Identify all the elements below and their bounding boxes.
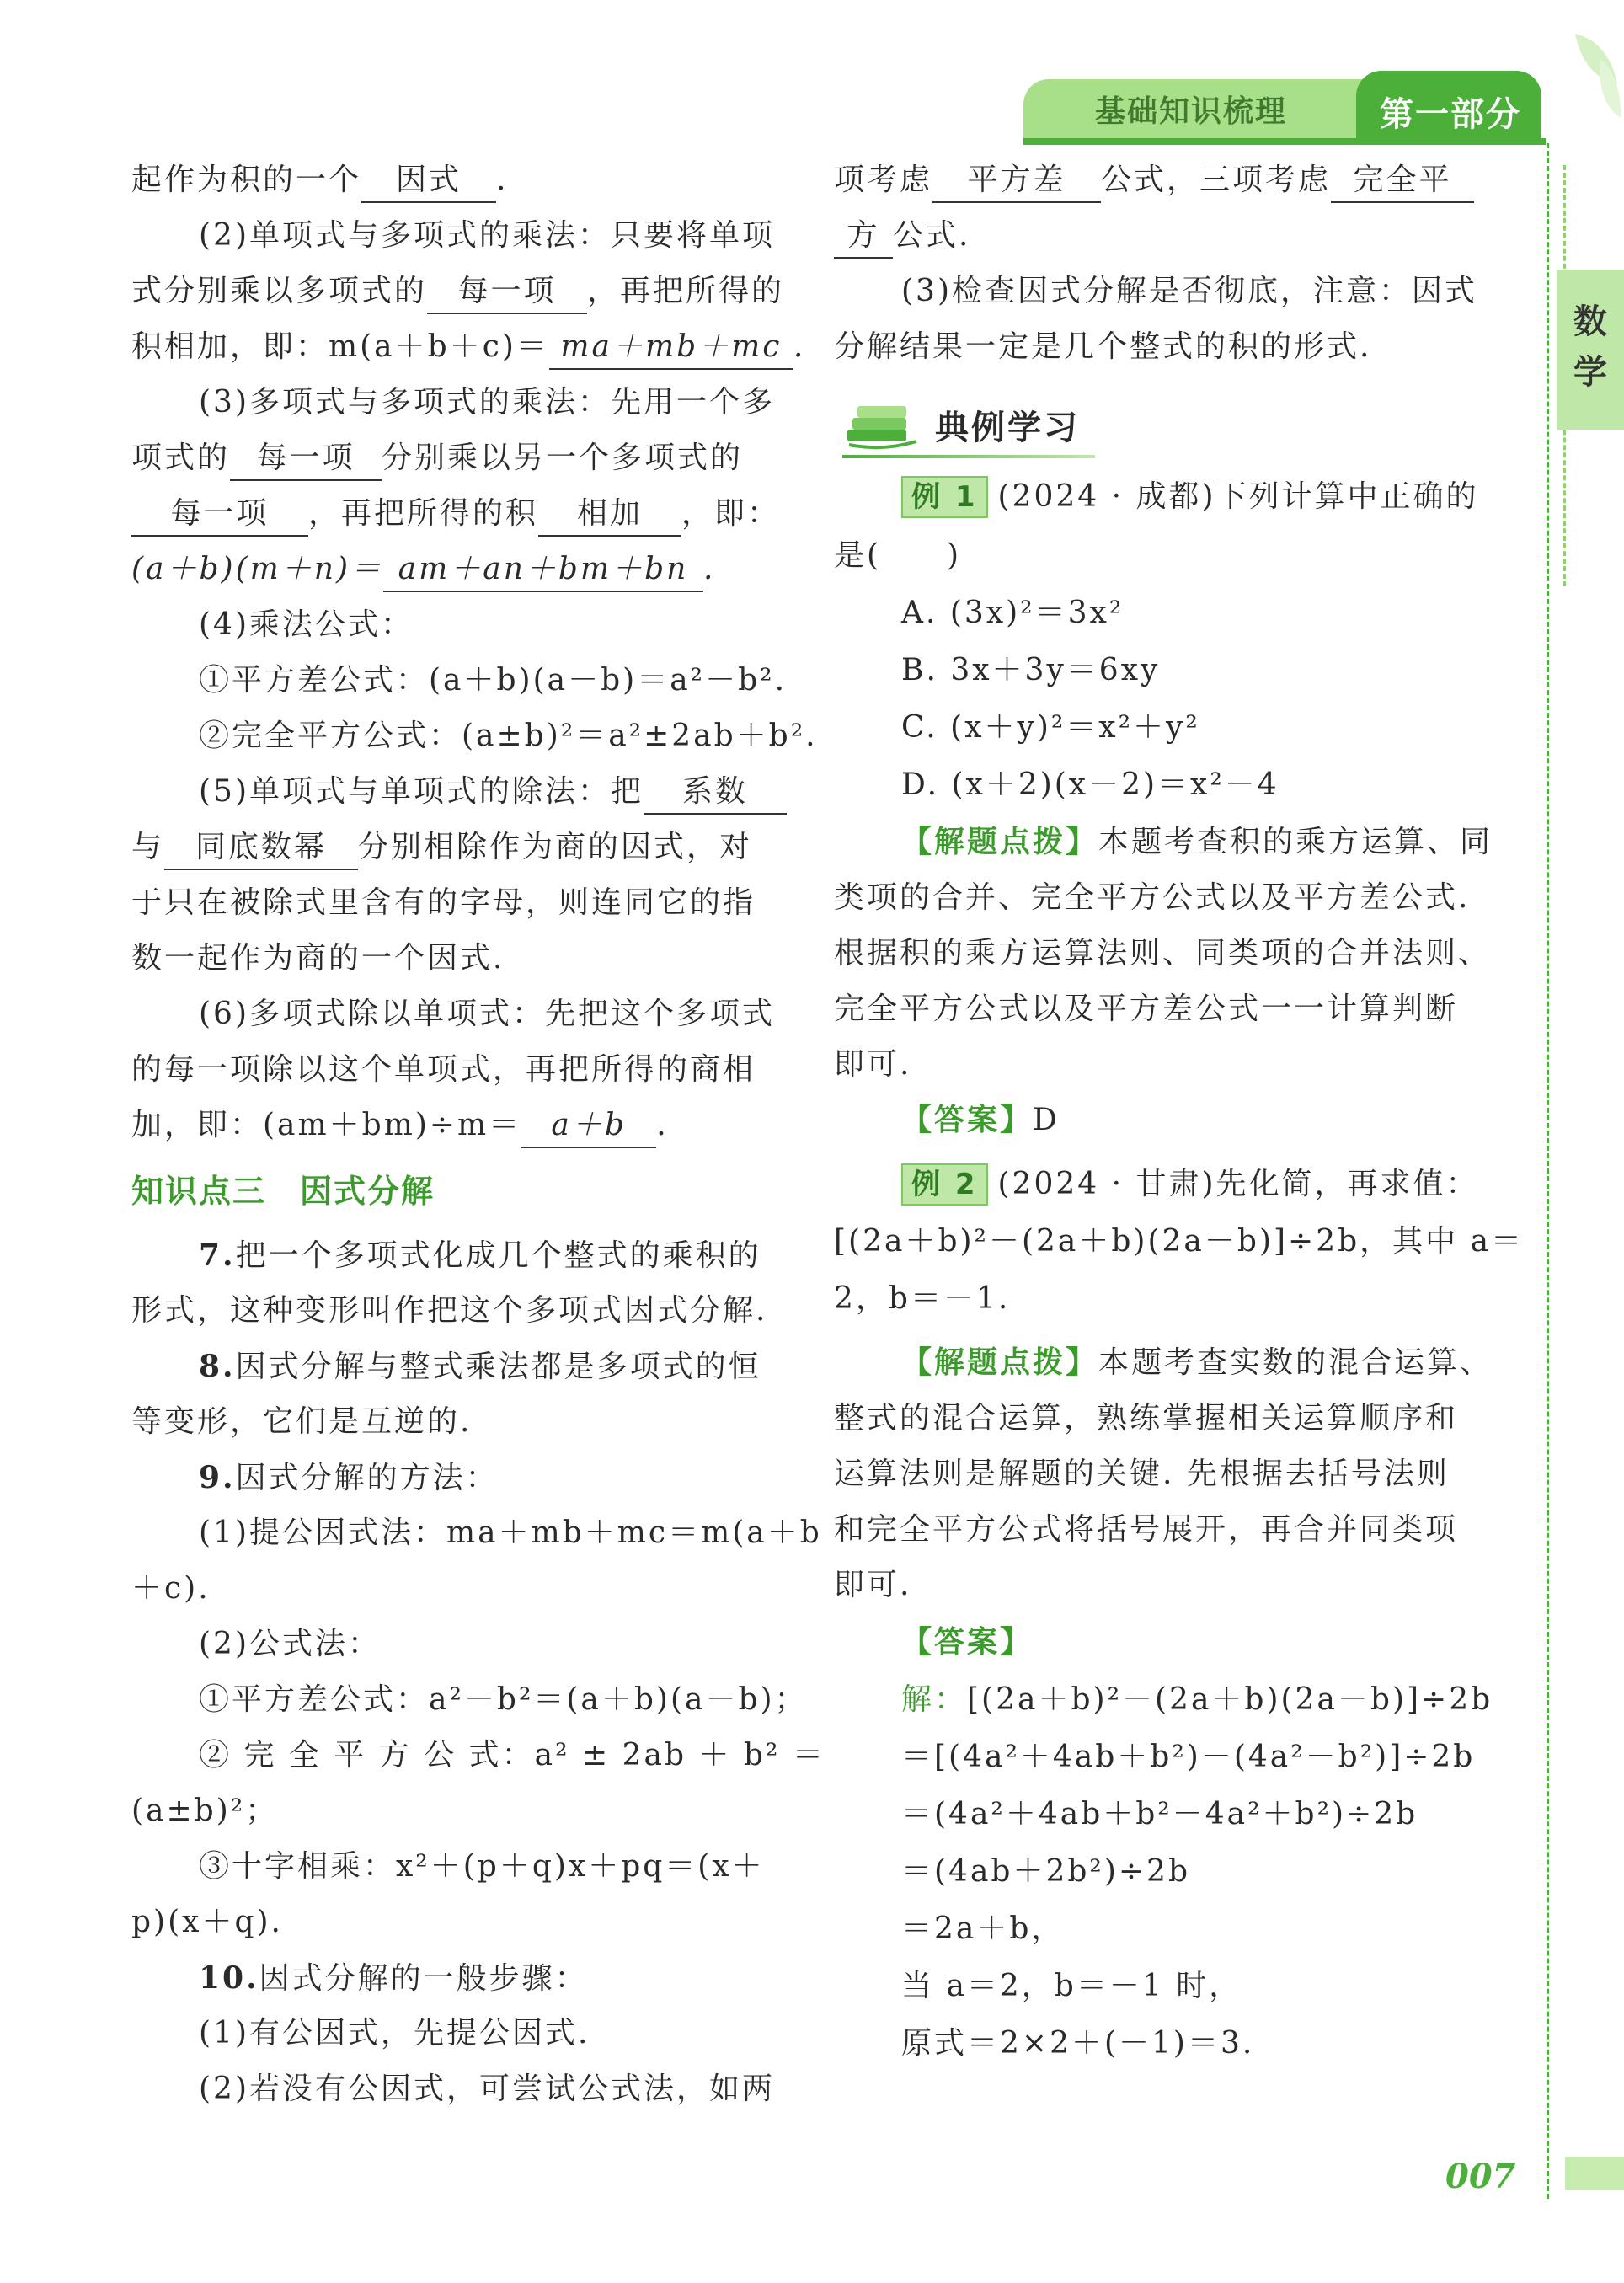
fill-blank: ma＋mb＋mc <box>549 326 793 370</box>
text-line: 形式，这种变形叫作把这个多项式因式分解. <box>131 1293 768 1328</box>
solution-line: ＝(4a²＋4ab＋b²－4a²＋b²)÷2b <box>901 1797 1418 1831</box>
text-line: 和完全平方公式将括号展开，再合并同类项 <box>834 1512 1459 1547</box>
solution-line: ＝2a＋b， <box>901 1911 1065 1946</box>
option-d: D. (x＋2)(x－2)＝x²－4 <box>901 767 1279 802</box>
text-line: 项考虑 平方差 公式，三项考虑 完全平 <box>834 155 1474 206</box>
text-line: (4)乘法公式： <box>199 607 414 642</box>
fill-blank: am＋an＋bm＋bn <box>383 548 703 592</box>
formula-line: ② 完 全 平 方 公 式：a² ± 2ab ＋ b² ＝ <box>199 1738 825 1772</box>
text-line: 项式的 每一项 分别乘以另一个多项式的 <box>131 433 743 484</box>
fill-blank: 系数 <box>644 771 787 815</box>
text-line: 的每一项除以这个单项式，再把所得的商相 <box>131 1052 756 1087</box>
knowledge-point-heading: 知识点三 因式分解 <box>131 1173 435 1210</box>
section-title-underline <box>842 455 1095 458</box>
hint-line: 【解题点拨】本题考查实数的混合运算、 <box>901 1345 1493 1380</box>
solution-line: 当 a＝2，b＝－1 时， <box>901 1969 1242 2003</box>
text-line: 分解结果一定是几个整式的积的形式. <box>834 329 1372 364</box>
leaf-decoration-icon <box>1550 25 1624 126</box>
text-line: (5)单项式与单项式的除法：把 系数 <box>199 767 787 817</box>
formula-line: ＋c). <box>131 1571 211 1606</box>
text-line: 运算法则是解题的关键. 先根据去括号法则 <box>834 1457 1450 1491</box>
text-line: 积相加，即：m(a＋b＋c)＝ ma＋mb＋mc . <box>131 322 805 372</box>
example-line: 例 1 (2024 · 成都)下列计算中正确的 <box>901 472 1479 522</box>
formula-line: ①平方差公式：(a＋b)(a－b)＝a²－b². <box>199 663 788 698</box>
example-badge: 例 1 <box>901 476 988 518</box>
text-line: 式分别乘以多项式的 每一项 ，再把所得的 <box>131 266 784 317</box>
page-number: 007 <box>1445 2157 1516 2196</box>
fill-blank: 同底数幂 <box>164 826 358 870</box>
solution-line: ＝[(4a²＋4ab＋b²)－(4a²－b²)]÷2b <box>901 1740 1476 1774</box>
fill-blank: 因式 <box>361 159 496 203</box>
text-line: 方 公式. <box>834 211 970 261</box>
formula-line: (a±b)²； <box>131 1794 279 1828</box>
text-line: (2)若没有公因式，可尝试公式法，如两 <box>199 2072 775 2106</box>
fill-blank: 相加 <box>538 493 681 537</box>
text-line: 类项的合并、完全平方公式以及平方差公式. <box>834 880 1471 915</box>
option-c: C. (x＋y)²＝x²＋y² <box>901 710 1200 745</box>
text-line: 即可. <box>834 1568 912 1602</box>
footer-tab <box>1565 2157 1624 2190</box>
option-a: A. (3x)²＝3x² <box>901 596 1125 630</box>
header-rule <box>1023 138 1546 145</box>
fill-blank: 每一项 <box>230 437 382 481</box>
formula-line: p)(x＋q). <box>131 1905 283 1939</box>
text-line: 即可. <box>834 1047 912 1082</box>
text-line: 等变形，它们是互逆的. <box>131 1404 473 1439</box>
answer-label: 【答案】 <box>901 1625 1034 1660</box>
formula-line: [(2a＋b)²－(2a＋b)(2a－b)]÷2b，其中 a＝ <box>834 1224 1525 1259</box>
solution-line: ＝(4ab＋2b²)÷2b <box>901 1854 1190 1889</box>
text-line: (3)检查因式分解是否彻底，注意：因式 <box>901 274 1477 308</box>
header-section-title: 基础知识梳理 <box>1095 94 1288 129</box>
text-line: (6)多项式除以单项式：先把这个多项式 <box>199 997 775 1031</box>
fill-blank: a＋b <box>521 1104 656 1148</box>
text-line: (2)公式法： <box>199 1627 381 1661</box>
text-line: 是( ) <box>834 538 962 573</box>
text-line: (1)有公因式，先提公因式. <box>199 2016 590 2050</box>
text-line: 于只在被除式里含有的字母，则连同它的指 <box>131 885 756 920</box>
text-line: 7.把一个多项式化成几个整式的乘积的 <box>199 1238 761 1273</box>
fill-blank: 方 <box>834 215 893 259</box>
subject-tab-label: 数学 <box>1573 302 1607 392</box>
text-line: 整式的混合运算，熟练掌握相关运算顺序和 <box>834 1401 1459 1436</box>
text-line: 10.因式分解的一般步骤： <box>199 1960 588 1996</box>
text-line: 加，即：(am＋bm)÷m＝ a＋b . <box>131 1100 669 1151</box>
fill-blank: 平方差 <box>932 159 1101 203</box>
solution-line: 解：[(2a＋b)²－(2a＋b)(2a－b)]÷2b <box>901 1682 1493 1717</box>
text-line: 9.因式分解的方法： <box>199 1460 499 1495</box>
text-line: (3)多项式与多项式的乘法：先用一个多 <box>199 385 775 420</box>
text-line: 与 同底数幂 分别相除作为商的因式，对 <box>131 822 752 873</box>
section-title: 典例学习 <box>935 409 1080 447</box>
answer-line: 【答案】D <box>901 1103 1060 1137</box>
text-line: (2)单项式与多项式的乘法：只要将单项 <box>199 218 775 253</box>
example-badge: 例 2 <box>901 1163 988 1206</box>
fill-blank: 每一项 <box>427 270 587 314</box>
formula-line: ②完全平方公式：(a±b)²＝a²±2ab＋b². <box>199 719 818 753</box>
text-line: (a＋b)(m＋n)＝ am＋an＋bm＋bn . <box>131 544 715 595</box>
fill-blank: 每一项 <box>131 493 308 537</box>
text-line: 起作为积的一个 因式 . <box>131 155 508 206</box>
text-line: 2，b＝－1. <box>834 1281 1011 1316</box>
solution-line: 原式＝2×2＋(－1)＝3. <box>901 2026 1255 2061</box>
text-line: 每一项 ，再把所得的积 相加 ，即： <box>131 489 780 539</box>
hint-line: 【解题点拨】本题考查积的乘方运算、同 <box>901 825 1493 859</box>
text-line: 完全平方公式以及平方差公式一一计算判断 <box>834 992 1459 1026</box>
header-part-title: 第一部分 <box>1380 95 1521 134</box>
right-dashed-rule <box>1547 143 1549 2199</box>
formula-line: (1)提公因式法：ma＋mb＋mc＝m(a＋b <box>199 1516 822 1550</box>
fill-blank: 完全平 <box>1331 159 1474 203</box>
formula-line: ③十字相乘：x²＋(p＋q)x＋pq＝(x＋ <box>199 1849 765 1884</box>
option-b: B. 3x＋3y＝6xy <box>901 653 1161 687</box>
formula-line: ①平方差公式：a²－b²＝(a＋b)(a－b)； <box>199 1682 808 1717</box>
text-line: 根据积的乘方运算法则、同类项的合并法则、 <box>834 936 1492 970</box>
text-line: 数一起作为商的一个因式. <box>131 941 505 976</box>
text-line: 8.因式分解与整式乘法都是多项式的恒 <box>199 1349 761 1384</box>
books-icon <box>841 396 925 455</box>
example-line: 例 2 (2024 · 甘肃)先化简，再求值： <box>901 1159 1479 1210</box>
